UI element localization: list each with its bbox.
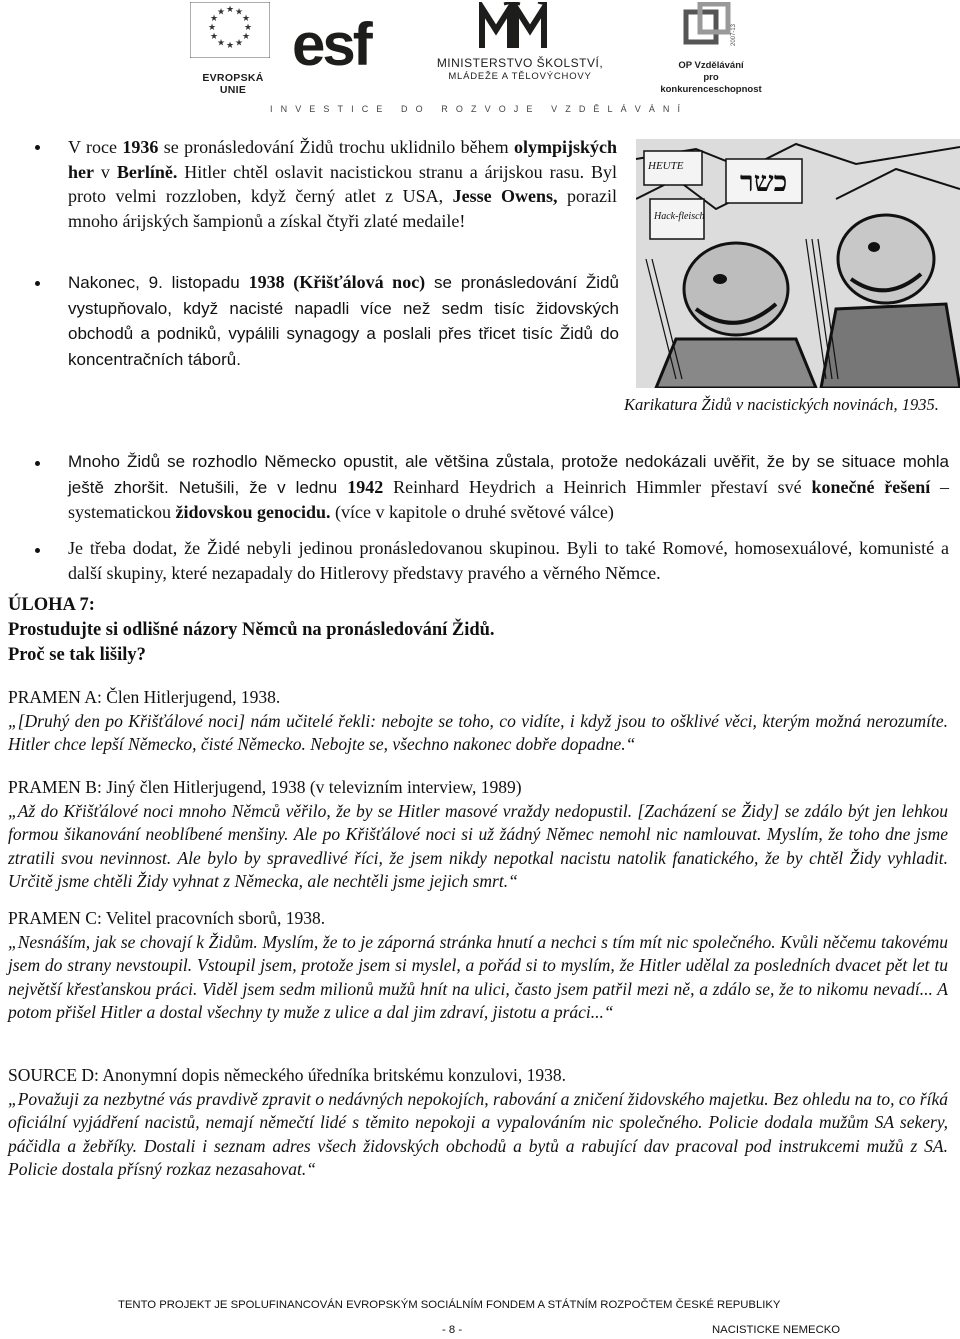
bullet-2-text [68,270,619,372]
svg-text:★: ★ [216,6,226,17]
b3-t3: – systematickou [68,476,950,522]
task-heading: ÚLOHA 7: [8,595,95,615]
sign-hack: Hack-fleisch [654,211,705,222]
esf-logo [292,11,402,86]
source-a-quote: „[Druhý den po Křišťálové noci] nám učitelé řekli: nebojte se toho, co vidíte, i když jsou to ošklivé věci, kterým možná nerozumíte. Hitler chce lepší Německo, čisté Německo. Nebojte se, všechno nakonec dobře dopadne.“ [8,710,948,754]
b1-b4: Jesse Owens, [452,186,558,206]
investice-tagline: INVESTICE DO ROZVOJE VZDĚLÁVÁNÍ [270,104,689,114]
b1-t5: porazil mnoho árijských šampionů a získal čtyři zlaté medaile! [68,186,617,231]
op-logo [652,2,762,96]
b1-b1: 1936 [122,137,159,157]
source-c-quote: „Nesnáším, jak se chovají k Židům. Myslím, že to je záporná stránka hnutí a nechci s tím mít nic společného. Kvůli něčemu takovému jsem do strany nevstoupil. Vstoupil jsem, protože jsem si myslel, a pořád si to myslím, že Hitler udělal za posledních dvacet pět let tu největší křesťanskou práci. Viděl jsem sedm milionů mužů hnít na ulici, často jsem patřil mezi ně, a zdálo se, že to nikomu nevadí... A potom přišel Hitler a dostal všechny ty muže z ulice a dal jim zdraví, jistotu a práci...“ [8,931,948,1022]
b1-t4: Hitler chtěl oslavit nacistickou stranu a árijskou rasu. Byl proto velmi rozzloben, když černý atlet z USA, [68,161,618,206]
bullet-4-marker [35,548,40,553]
b3-b2: konečné řešení [811,476,931,497]
source-d [8,1064,948,1182]
msmt-label [430,57,610,83]
op-line-2: pro konkurenceschopnost [660,72,762,95]
b1-t1: V roce [68,137,123,157]
op-emblem-icon [680,2,740,56]
source-d-heading: SOURCE D: Anonymní dopis německého úředníka britskému konzulovi, 1938. [8,1065,567,1085]
op-year: 2007-13 [731,23,737,46]
caricature-image [636,139,960,388]
caricature-caption: Karikatura Židů v nacistických novinách, 1935. [624,395,939,414]
svg-text:★: ★ [207,22,217,32]
b1-b2: olympijských her [68,137,617,182]
task-block [8,593,908,668]
sign-hebrew: כשר [740,167,788,198]
b3-t1: Mnoho Židů se rozhodlo Německo opustit, ale většina zůstala, protože nedokázali uvěřit, že by se situace mohla ještě zhoršit. Netušili, že v lednu [68,452,949,497]
caricature-drawing [636,139,960,388]
source-b [8,776,948,894]
b1-b3: Berlíně. [116,161,178,182]
b3-b3: židovskou genocidu. [175,502,331,522]
svg-text:★: ★ [241,31,251,41]
bullet-1-marker [35,145,40,150]
eu-logo [188,2,274,96]
svg-text:★: ★ [225,40,235,50]
eu-label: EVROPSKÁ UNIE [202,72,264,96]
b1-t3: v [94,161,117,182]
bullet-2-marker [35,281,40,286]
source-c [8,907,948,1025]
sign-heute: HEUTE [648,160,684,172]
source-a [8,686,948,757]
b3-t2: Reinhard Heydrich a Heinrich Himmler přestaví své [383,476,812,497]
task-line-1: Prostudujte si odlišné názory Němců na pronásledování Židů. [8,620,495,640]
svg-text:★: ★ [225,4,235,14]
svg-text:★: ★ [216,37,226,48]
b2-t2: se pronásledování Židů vystupňovalo, když nacisté napadli více než sedm tisíc židovských obchodů a podniků, vypálili synagogy a poslali přes třicet tisíc Židů do koncentračních táborů. [68,273,619,369]
op-label [652,60,770,96]
source-d-quote: „Považuji za nezbytné vás pravdivě zpravit o nedávných nepokojích, rabování a zničení židovského majetku. Bez ohledu na to, co říká oficiální vyjádření nacistů, nemají němečtí lidé s těmito nepokoji a vypalováním nic společného. Policie dodala mužům SA sekery, páčidla a žebříky. Dostali i seznam adres všech židovských obchodů a bytů a rabující dav pracoval pod instrukcemi mužů z SA. Policie dostala přísný rozkaz nezasahovat.“ [8,1088,948,1179]
footer-page-number: - 8 - [442,1324,463,1336]
msmt-emblem-icon [478,2,558,50]
svg-text:★: ★ [241,13,251,23]
msmt-logo [430,2,635,96]
op-line-1: OP Vzdělávání [678,60,744,71]
esf-label: esf [292,11,370,78]
b3-b1: 1942 [347,476,384,497]
footer-funding: TENTO PROJEKT JE SPOLUFINANCOVÁN EVROPSKÝM SOCIÁLNÍM FONDEM A STÁTNÍM ROZPOČTEM ČESKÉ REPUBLIKY [118,1299,781,1311]
svg-text:★: ★ [209,31,219,41]
b2-b1: 1938 (Křišťálová noc) [248,272,426,292]
svg-text:★: ★ [209,13,219,23]
svg-text:★: ★ [234,37,244,48]
msmt-line-1: MINISTERSTVO ŠKOLSTVÍ, [436,56,604,70]
task-line-2: Proč se tak lišily? [8,645,146,665]
b1-t2: se pronásledování Židů trochu uklidnilo během [158,137,514,157]
b2-t1: Nakonec, 9. listopadu [68,273,249,292]
footer-doc-title: NACISTICKE NEMECKO [712,1324,841,1336]
source-a-heading: PRAMEN A: Člen Hitlerjugend, 1938. [8,687,281,707]
eu-flag-icon [190,2,270,58]
msmt-line-2: MLÁDEŽE A TĚLOVÝCHOVY [448,71,592,82]
source-c-heading: PRAMEN C: Velitel pracovních sborů, 1938. [8,908,326,928]
svg-text:★: ★ [243,22,253,32]
bullet-4-text: Je třeba dodat, že Židé nebyli jedinou pronásledovanou skupinou. Byli to také Romové, homosexuálové, komunisté a další skupiny, které nezapadaly do Hitlerovy představy pravého a věrného Němce. [68,538,949,583]
source-b-heading: PRAMEN B: Jiný člen Hitlerjugend, 1938 (v televizním interview, 1989) [8,777,522,797]
source-b-quote: „Až do Křišťálové noci mnoho Němců věřilo, že by se Hitler masové vraždy nedopustil. [Zacházení se Židy] se zdálo být jen lehkou formou šikanování neoblíbené menšiny. Ale po Křišťálové noci si už žádný Němec nemohl nic namlouvat. Myslím, že toho dne jsme ztratili svou nevinnost. Ale bylo by spravedlivé říci, že jsem nikdy nepotkal nacistu natolik fanatického, že by chtěl Židy vyhladit. Určitě jsme chtěli Židy vyhnat z Německa, ale nechtěli jsme jejich smrt.“ [8,800,948,891]
svg-text:★: ★ [234,6,244,17]
bullet-3-text [68,449,949,525]
bullet-3-marker [35,461,40,466]
b3-t4: (více v kapitole o druhé světové válce) [330,502,614,522]
bullet-1-text [68,135,617,233]
